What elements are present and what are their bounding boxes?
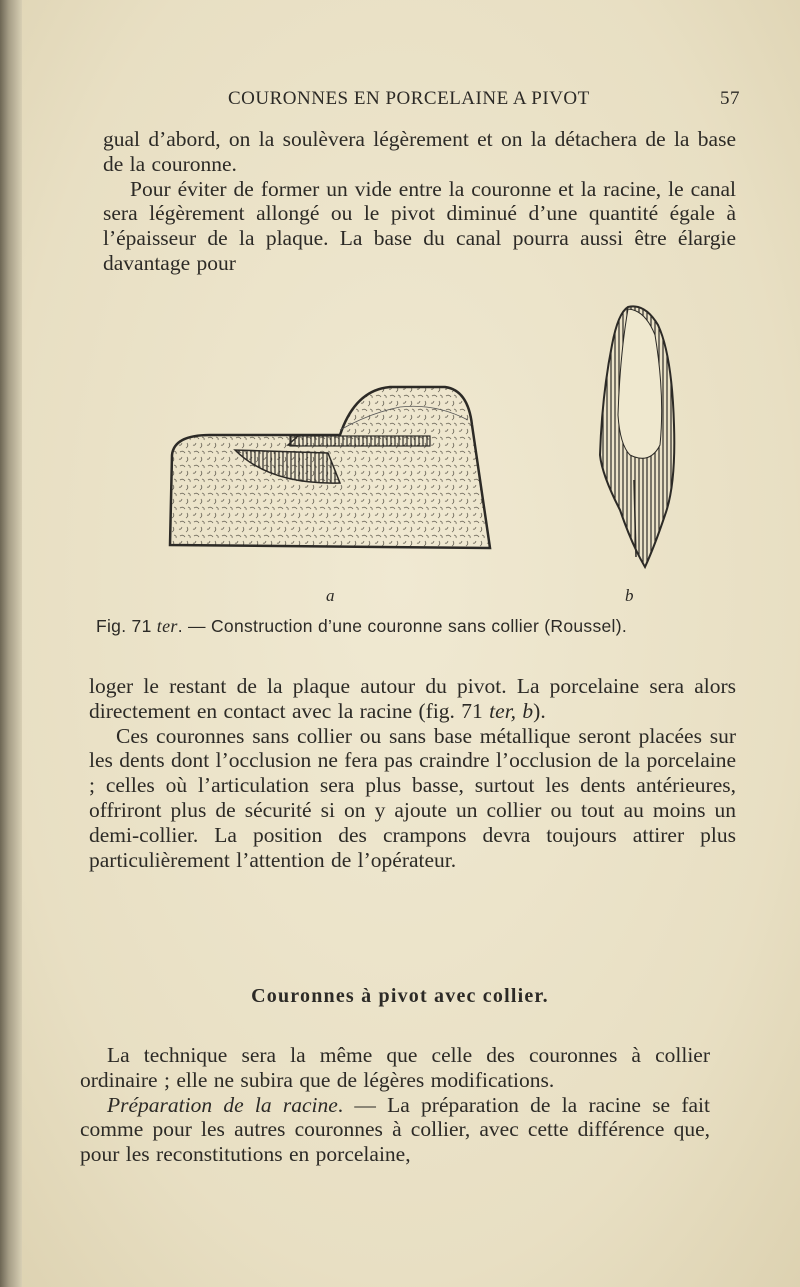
figure-label-a: a bbox=[326, 586, 335, 605]
paragraph-porcelain-end: ). bbox=[533, 698, 546, 723]
caption-figure-number: Fig. 71 bbox=[96, 616, 152, 636]
section-heading: Couronnes à pivot avec collier. bbox=[251, 985, 549, 1007]
paragraph-porcelain-ref: ter, b bbox=[489, 698, 534, 723]
figure-a-crown-section bbox=[170, 387, 490, 548]
figure-71-ter bbox=[150, 295, 710, 585]
subheading-root-preparation: Préparation de la racine bbox=[107, 1092, 338, 1117]
paragraph-collarless: Ces couronnes sans collier ou sans base métallique seront placées sur les dents dont l’occlusion ne fera pas craindre l’occlusion de la porcelaine ; celles où l’articulation sera plus basse, surtout les dents antérieures, offriront plus de sécurité si on y ajoute un collier ou tout au moins un demi-collier. La position des crampons devra toujours attirer plus particulièrement l’attention de l’opérateur. bbox=[89, 723, 736, 872]
root-preparation-text: . — La préparation de la racine se fait comme pour les autres couronnes à collier, avec cette différence que, pour les reconstitutions en porcelaine, bbox=[80, 1092, 710, 1167]
caption-text: . — Construction d’une couronne sans collier (Roussel). bbox=[177, 616, 628, 636]
paragraph-line-start: gual d’abord, on la soulèvera légèrement et on la détachera de la base de la couronne. bbox=[103, 127, 736, 176]
caption-ter: ter bbox=[156, 616, 178, 636]
paragraph-continued bbox=[103, 127, 736, 276]
page-number: 57 bbox=[720, 88, 740, 109]
running-title: COURONNES EN PORCELAINE A PIVOT bbox=[228, 88, 590, 109]
figure-caption bbox=[96, 616, 736, 637]
figure-b-tooth-profile bbox=[600, 306, 674, 567]
paragraph-technique: La technique sera la même que celle des couronnes à collier ordinaire ; elle ne subira que de légères modifications. bbox=[80, 1043, 710, 1092]
paragraph-technique-block bbox=[80, 1043, 710, 1167]
paragraph-avoid-void: Pour éviter de former un vide entre la couronne et la racine, le canal sera légèrement allongé ou le pivot diminué d’une quantité égale à l’épaisseur de la plaque. La base du canal pourra aussi être élargie davantage pour bbox=[103, 176, 736, 275]
paragraph-porcelain-text: loger le restant de la plaque autour du pivot. La porcelaine sera alors directement en contact avec la racine (fig. 71 bbox=[89, 674, 736, 723]
paragraph-root-preparation bbox=[80, 1093, 710, 1167]
paragraph-porcelain bbox=[89, 674, 736, 872]
running-header bbox=[100, 88, 740, 114]
figure-label-b: b bbox=[625, 586, 634, 605]
